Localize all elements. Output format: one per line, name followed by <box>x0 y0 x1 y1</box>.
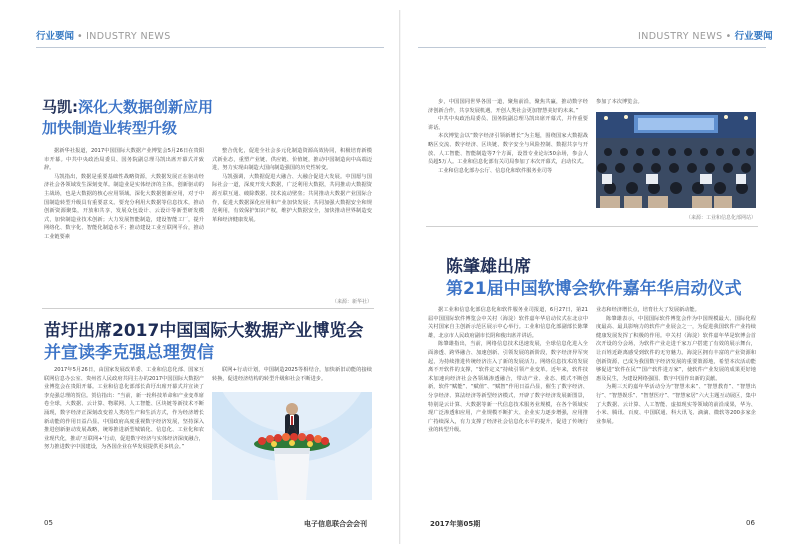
paragraph: 据新华社报道，2017中国国际大数据产业博览会5月26日在贵阳市开幕。中共中央政治局委员、国务院副总理马凯出席开幕式并致辞。 <box>44 148 204 172</box>
header-right-cn: 行业要闻 <box>734 31 773 42</box>
header-left-en: INDUSTRY NEWS <box>86 31 171 42</box>
article1-column-2 <box>212 147 372 297</box>
paragraph: 马凯指出，数据是重要基础性战略资源，大数据发展正在驱动经济社会各领域发生深刻变革。制造业是实体经济的主体，创新驱动的主战场，也是大数据的核心应用领域。深化大数据创新应用，对于中国制造转型升级具有重要意义。要充分利用大数据等信息技术，推动创新资源聚集，开放和共享，发展众包设计、云设计等新型研发模式，加快制造业技术创新；大力发展智能制造，建设智能工厂，提升网络化、数字化、智能化制造水平；推动建设工业互联网平台，推动工业链要素 <box>44 173 204 240</box>
article4-column-2 <box>596 306 756 506</box>
paragraph: 据工业和信息化部信息化和软件服务业司报道，6月27日，第21届中国国际软件博览会中关村（海淀）软件嘉年华启动仪式在北京中关村国家自主创新示范区展示中心举行。工业和信息化部副部长陈肇雄，北京市人民政府副市长阴和俊出席并讲话。 <box>428 307 588 339</box>
article1-title-a: 深化大数据创新应用 <box>78 98 214 116</box>
article2-title-b: 并宣读李克强总理贺信 <box>44 343 214 363</box>
article2-column-2 <box>212 366 372 386</box>
footer-publication: 电子信息联合会会刊 <box>304 520 367 528</box>
footer-issue: 2017年第05期 <box>430 520 481 528</box>
paragraph: 业态和经济增长点，培育壮大了发展新动能。 <box>596 307 700 313</box>
article4-column-1 <box>428 306 588 506</box>
header-right-en: INDUSTRY NEWS <box>638 31 723 42</box>
paragraph: 联网+行动计划，中国制造2025等相结合，加快新旧动能的接续转换，促进经济结构的转型升级和社会不断进步。 <box>212 367 372 382</box>
paragraph: 工业和信息化部办公厅、信息化和软件服务业司等 <box>438 167 553 174</box>
article1-title-line2 <box>42 117 177 139</box>
article4-title: 第21届中国软博会软件嘉年华启动仪式 <box>446 279 742 299</box>
footer-page-right: 06 <box>746 519 755 527</box>
article3-column-2 <box>596 98 756 108</box>
podium-photo <box>212 392 372 500</box>
paragraph: 整合优化，促进全社会多元化制造资源高效协同，积极培育新模式新业态，重塑产业链、供应链、价值链，推动中国制造向中高端迈进，努力实现由制造大国向制造强国的历史性转变。 <box>212 148 372 172</box>
paragraph: 2017年5月26日，由国家发展改革委、工业和信息化部、国家互联网信息办公室、贵州省人民政府共同主办的2017中国国际大数据产业博览会在贵阳开幕。工业和信息化部部长苗圩出席开幕式并宣读了李克强总理的贺信。贺信指出：“当前，新一轮科技革命和产业变革席卷全球，大数据、云计算、物联网、人工智能、区块链等新技术不断涌现，数字经济正深刻改变着人类的生产和生活方式，作为经济增长新动能的作用日益凸显。中国政府高度重视数字经济发展，坚持深入推进创新驱动发展战略，统筹推进新型城镇化、信息化、工业化和农业现代化，推动‘互联网+’行动，促进数字经济与实体经济深度融合，努力推进数字中国建设，为各国企业在华发展提供更多机会。” <box>44 367 204 451</box>
article1-title-line1 <box>42 96 213 118</box>
article3-column-1 <box>428 98 588 230</box>
article1-source: （来源：新华社） <box>331 299 372 305</box>
header-left: 行业要闻 • INDUSTRY NEWS <box>36 31 171 42</box>
article1-name: 马凯: <box>42 98 78 116</box>
article4-name: 陈肇雄出席 <box>446 257 531 277</box>
article-divider <box>42 308 374 309</box>
header-left-cn: 行业要闻 <box>36 31 75 42</box>
header-rule-left <box>36 47 384 48</box>
paragraph: 参加了本次博览会。 <box>596 99 643 105</box>
paragraph: 马凯强调，大数据促进大融合、大融合促进大发展。中国愿与国际社会一道，深度开发大数据，广泛利用大数据，共同推动大数据资源互联互通、破除数据、技术流动壁垒；共同推动大数据产业国际合作，促进大数据深化应用和产业加快发展；共同加强大数据安全和规范利用，有效保护知识产权，维护大数据安全，加快推动世界制造变革和经济健康发展。 <box>212 173 372 223</box>
article-divider <box>426 226 758 227</box>
article1-title-b: 加快制造业转型升级 <box>42 119 178 137</box>
article2-column-1 <box>44 366 204 504</box>
footer-page-left: 05 <box>44 519 53 527</box>
conference-illustration <box>596 112 756 208</box>
podium-illustration <box>212 392 372 500</box>
page-fold <box>399 10 401 544</box>
header-rule-right <box>418 47 766 48</box>
article2-title-a: 苗圩出席2017中国国际大数据产业博览会 <box>44 321 364 341</box>
paragraph: 陈肇雄表示，中国国际软件博览会作为中国规模最大、国际化程度最高、最具影响力的软件产业展会之一，为促进我国软件产业持续健康发展发挥了积极的作用。中关村（海淀）软件嘉年华是软博会首次开设的分会场，为软件产业走进千家万户搭建了有效的展示舞台，让百姓近距离感受到软件的无穷魅力。海淀区拥有丰富的产业资源和创新资源，已成为我国数字经济发展的重要策源地，希望本次活动能够促进“软件在民”“国产软件进万家”，使软件产业发展的成果更好地惠及民生，为建设网络强国、数字中国作出新的贡献。 <box>596 315 756 382</box>
paragraph: 步，中国国同世界各国一道，聚焦前沿，聚焦共赢，推动数字经济创新合作，共享发展机遇，开创人类社会更加智慧美好的未来。” <box>428 99 588 114</box>
paragraph: 为期三天的嘉年华活动分为“智慧未来”、“智慧教育”、“智慧出行”、“智慧娱乐”、“智慧医疗”、“智慧家居”六大主题互动展区，集中了大数据、云计算、人工智能、虚拟现实等领域的前沿成果，华为、小米、腾讯、百度、中国联通、科大讯飞、滴滴、微软等200多家企业参展。 <box>596 384 756 425</box>
paragraph: 陈肇雄指出，当前，网络信息技术迅速发展，全球信息化进入全面渗透、跨界融合、加速创新、引领发展的新阶段，数字经济异军突起，为持续推进传统经济注入了新的发展活力。网络信息技术的发展离不开软件的支撑，“软件定义”持续引领产业变革。近年来，软件技术加速向经济社会各领域渗透融合，带动产业、业态、模式不断创新，软件“赋能”、“赋值”、“赋智”作用日益凸显，催生了数字经济、分享经济、算法经济等新型经济模式，开辟了数字经济发展新图景，特别是云计算、大数据等新一代信息技术服务业规模，在各个领域实现广泛渗透和应用，产业规模不断扩大、企业实力逐步增强，应用推广持续深入，有力支撑了经济社会信息化水平的提升，促进了传统行业的转型升级。 <box>428 341 588 434</box>
conference-photo <box>596 112 756 208</box>
article3-source: （来源：工业和信息化部网站） <box>685 215 756 221</box>
article1-column-1 <box>44 147 204 297</box>
paragraph: 本次博览会以“数字经济引领新增长”为主题，围绕国家大数据战略区交流、数字经济、区块链、数字安全与风险控制、数据共享与开放、人工智能、智能制造等7个方面，设置专业论坛50余场，参会人员超5万人。工业和信息化部有关司局参加了本次开幕式，启动仪式。 <box>428 133 588 166</box>
header-right: INDUSTRY NEWS • 行业要闻 <box>638 31 773 42</box>
paragraph: 中共中央政治局委员、国务院副总理马凯出席开幕式，并作重要讲话。 <box>428 116 588 131</box>
